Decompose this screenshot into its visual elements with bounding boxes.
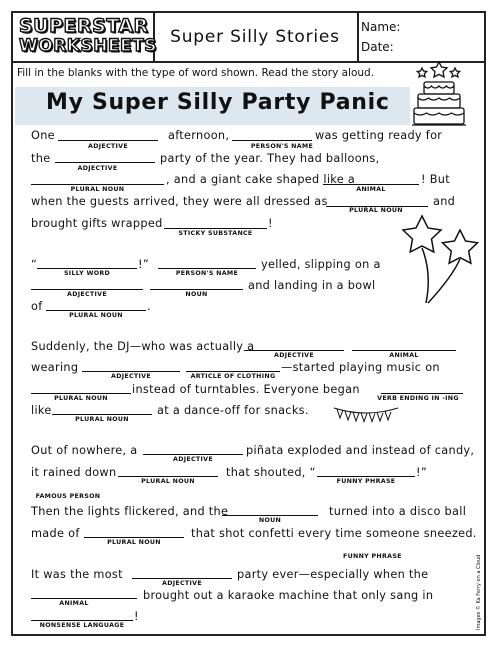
- text-final: !: [134, 610, 139, 623]
- blank-noun-1[interactable]: [150, 289, 243, 290]
- blank-animal-1[interactable]: [323, 184, 419, 185]
- blank-plural-noun-4[interactable]: [31, 393, 131, 394]
- label-plural-noun-2: PLURAL NOUN: [349, 207, 403, 214]
- text-started: —started playing music on: [281, 361, 440, 374]
- label-adjective-5: ADJECTIVE: [111, 373, 151, 380]
- label-sticky-substance: STICKY SUBSTANCE: [178, 230, 253, 237]
- text-end-quote: !”: [416, 466, 427, 479]
- text-like: like: [31, 404, 52, 417]
- label-persons-name-2: PERSON'S NAME: [175, 270, 239, 277]
- label-animal-1: ANIMAL: [356, 186, 386, 193]
- label-adjective-2: ADJECTIVE: [77, 165, 118, 172]
- blank-adjective-1[interactable]: [58, 140, 158, 141]
- story-title: My Super Silly Party Panic: [46, 90, 390, 115]
- blank-article-of-clothing[interactable]: [186, 371, 280, 372]
- label-plural-noun-7: PLURAL NOUN: [107, 539, 161, 546]
- header: [13, 13, 484, 63]
- blank-adjective-6[interactable]: [143, 454, 243, 455]
- label-funny-phrase-2: FUNNY PHRASE: [343, 553, 402, 560]
- label-plural-noun-3: PLURAL NOUN: [69, 312, 123, 319]
- text-the: the: [31, 152, 51, 165]
- text-of: of: [31, 300, 43, 313]
- blank-verb-ending-ing[interactable]: [381, 393, 463, 394]
- text-landing: and landing in a bowl: [248, 279, 376, 292]
- text-rained: it rained down: [31, 466, 117, 479]
- text-instead: instead of turntables. Everyone began: [132, 383, 360, 396]
- name-label: Name:: [361, 20, 401, 34]
- text-and: and: [433, 195, 456, 208]
- label-plural-noun-4: PLURAL NOUN: [54, 395, 108, 402]
- label-adjective-1: ADJECTIVE: [88, 143, 128, 150]
- text-confetti: that shot confetti every time someone sneezed.: [191, 527, 477, 540]
- text-shouted: that shouted, “: [226, 466, 316, 479]
- label-adjective-7: ADJECTIVE: [162, 580, 202, 587]
- text-one: One: [31, 129, 55, 142]
- blank-adjective-7[interactable]: [132, 578, 232, 579]
- birthday-cake-icon: [410, 60, 468, 130]
- label-animal-2: ANIMAL: [389, 352, 419, 359]
- text-yelled: yelled, slipping on a: [261, 258, 381, 271]
- text-party-ever: party ever—especially when the: [237, 568, 429, 581]
- blank-adjective-4[interactable]: [244, 350, 344, 351]
- text-most: It was the most: [31, 568, 123, 581]
- label-plural-noun-1: PLURAL NOUN: [70, 186, 125, 193]
- label-nonsense-language: NONSENSE LANGUAGE: [39, 622, 125, 629]
- blank-funny-phrase-1[interactable]: [317, 476, 415, 477]
- blank-adjective-3[interactable]: [31, 289, 143, 290]
- text-party: party of the year. They had balloons,: [160, 152, 380, 165]
- text-made-of: made of: [31, 527, 80, 540]
- text-afternoon: afternoon,: [168, 129, 230, 142]
- label-silly-word: SILLY WORD: [63, 270, 111, 277]
- blank-plural-noun-7[interactable]: [84, 537, 184, 538]
- blank-plural-noun-1[interactable]: [31, 184, 164, 185]
- worksheet-title: Super Silly Stories: [153, 13, 359, 61]
- text-close-quote: !”: [138, 258, 149, 271]
- image-credit: Images © Ka Ferry on a Cloud: [476, 554, 482, 630]
- text-ready: was getting ready for: [315, 129, 443, 142]
- logo-line1: SUPERSTAR: [19, 15, 149, 37]
- label-adjective-3: ADJECTIVE: [67, 291, 107, 298]
- label-adjective-6: ADJECTIVE: [173, 456, 213, 463]
- text-but: ! But: [421, 173, 450, 186]
- text-karaoke: brought out a karaoke machine that only sang in: [143, 589, 434, 602]
- star-balloons-icon: [400, 212, 485, 307]
- label-adjective-4: ADJECTIVE: [274, 352, 314, 359]
- blank-animal-3[interactable]: [31, 598, 137, 599]
- blank-noun-2[interactable]: [222, 515, 318, 516]
- label-noun-2: NOUN: [258, 517, 282, 524]
- blank-plural-noun-5[interactable]: [52, 414, 152, 415]
- text-gifts: brought gifts wrapped: [31, 217, 163, 230]
- text-out-of-nowhere: Out of nowhere, a: [31, 444, 138, 457]
- text-cake: , and a giant cake shaped like a: [166, 173, 356, 186]
- instructions: Fill in the blanks with the type of word shown. Read the story aloud.: [17, 67, 375, 79]
- label-plural-noun-6: PLURAL NOUN: [141, 478, 195, 485]
- text-exclaim: !: [268, 217, 273, 230]
- text-danceoff: at a dance-off for snacks.: [157, 404, 309, 417]
- blank-animal-2[interactable]: [352, 350, 456, 351]
- blank-sticky-substance[interactable]: [164, 228, 267, 229]
- blank-plural-noun-6[interactable]: [118, 476, 218, 477]
- text-disco: turned into a disco ball: [329, 505, 467, 518]
- blank-adjective-5[interactable]: [82, 371, 180, 372]
- blank-adjective-2[interactable]: [55, 162, 155, 163]
- blank-plural-noun-3[interactable]: [46, 310, 146, 311]
- label-verb-ending-ing: VERB ENDING IN -ING: [377, 395, 459, 402]
- text-guests: when the guests arrived, they were all dressed as: [31, 195, 328, 208]
- blank-nonsense-language[interactable]: [31, 620, 133, 621]
- text-lights: Then the lights flickered, and the: [31, 505, 229, 518]
- text-wearing: wearing: [31, 361, 79, 374]
- label-noun-1: NOUN: [185, 291, 208, 298]
- text-suddenly: Suddenly, the DJ—who was actually a: [31, 340, 255, 353]
- blank-silly-word[interactable]: [37, 268, 137, 269]
- label-famous-person: FAMOUS PERSON: [35, 493, 101, 500]
- blank-persons-name-1[interactable]: [232, 140, 312, 141]
- blank-persons-name-2[interactable]: [158, 268, 256, 269]
- text-pinata: piñata exploded and instead of candy,: [246, 444, 475, 457]
- text-period: .: [147, 300, 151, 313]
- logo-line2: WORKSHEETS: [19, 36, 158, 56]
- label-funny-phrase-1: FUNNY PHRASE: [336, 478, 396, 485]
- text-open-quote: “: [31, 258, 38, 271]
- party-bunting-icon: [332, 404, 400, 426]
- date-label: Date:: [361, 40, 394, 54]
- label-animal-3: ANIMAL: [59, 600, 89, 607]
- label-article-of-clothing: ARTICLE OF CLOTHING: [190, 373, 276, 380]
- label-plural-noun-5: PLURAL NOUN: [75, 416, 129, 423]
- label-persons-name-1: PERSON'S NAME: [250, 143, 314, 150]
- logo: [13, 13, 158, 61]
